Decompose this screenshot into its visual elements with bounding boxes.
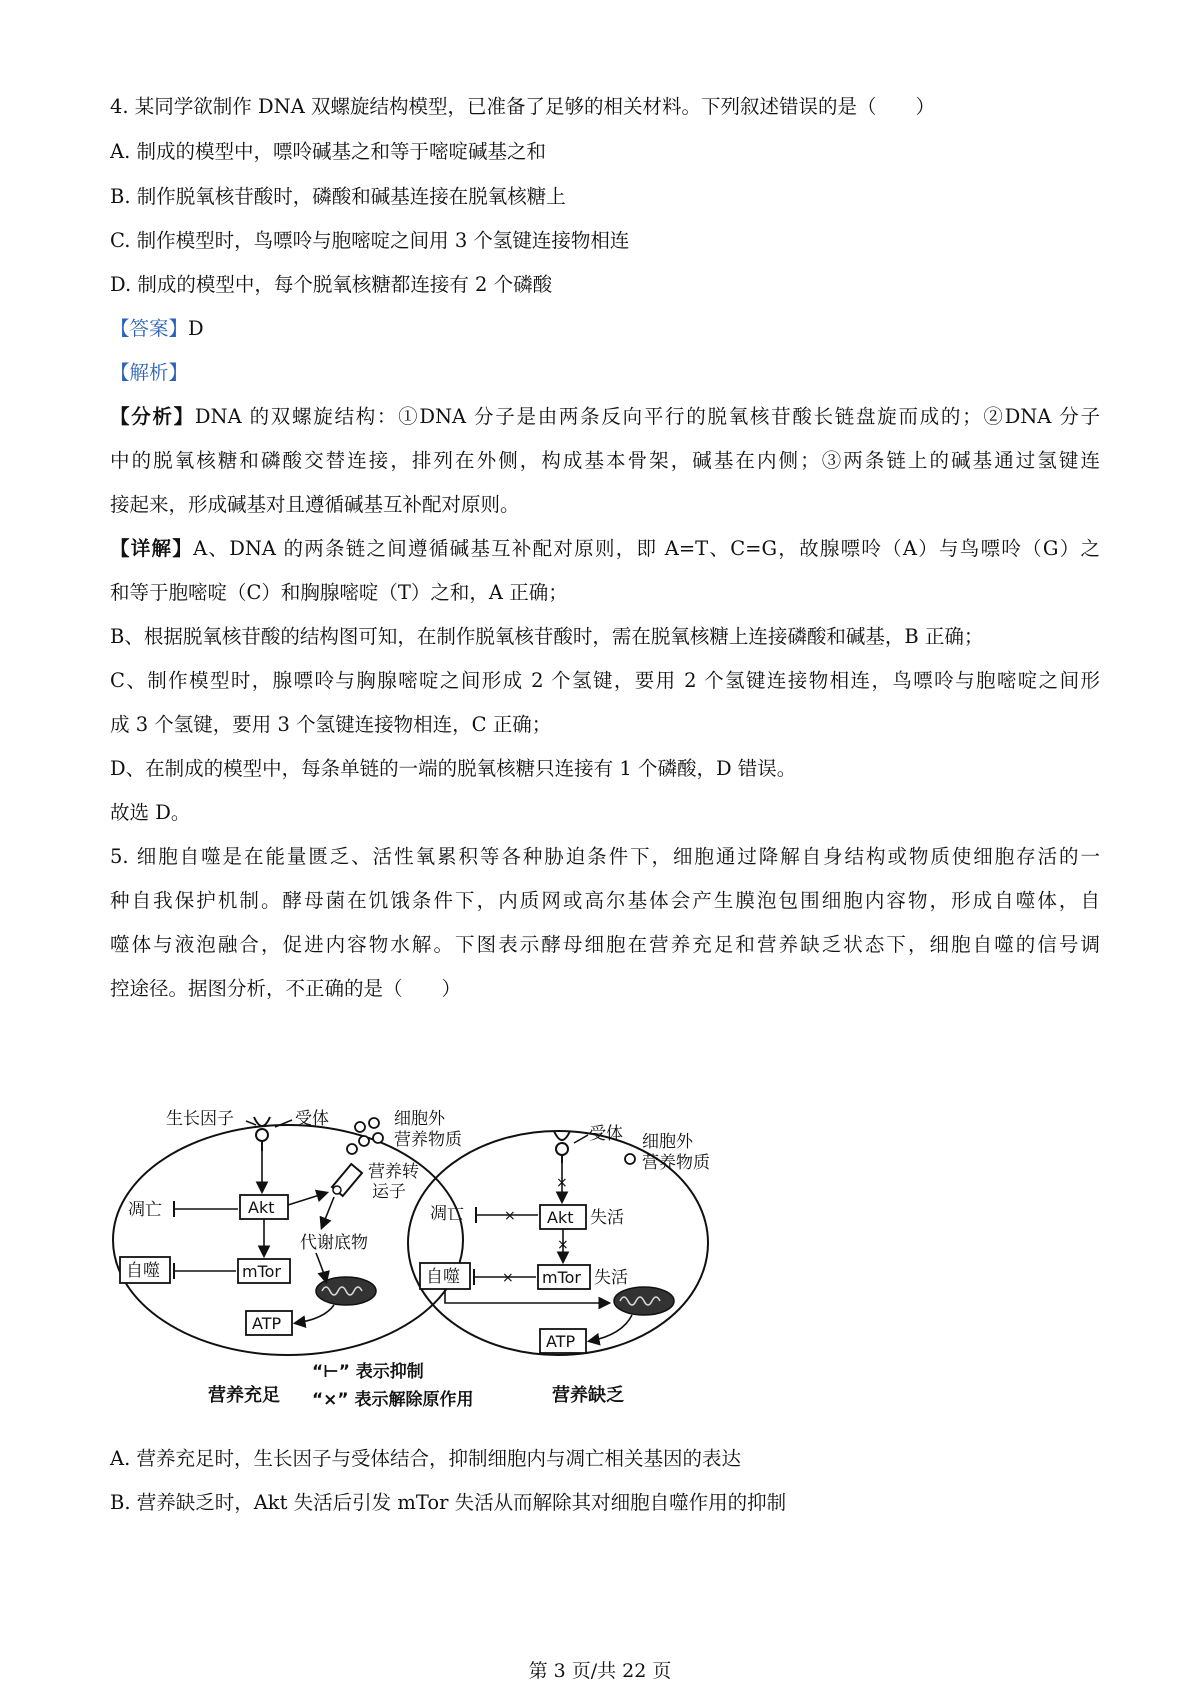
ext-nutrient-right-2: 营养物质 bbox=[642, 1153, 710, 1173]
fenxi-label: 【分析】 bbox=[110, 405, 195, 428]
xiangjie-label: 【详解】 bbox=[110, 537, 194, 560]
xiangjie-line-3: B、根据脱氧核苷酸的结构图可知，在制作脱氧核苷酸时，需在脱氧核糖上连接磷酸和碱基，B 正确； bbox=[110, 625, 984, 648]
akt-label-left: Akt bbox=[248, 1198, 275, 1217]
q5-stem-line-3: 噬体与液泡融合，促进内容物水解。下图表示酵母细胞在营养充足和营养缺乏状态下，细胞自噬的信号调 bbox=[110, 933, 1100, 956]
receptor-right-label: 受体 bbox=[589, 1124, 623, 1144]
apoptosis-label-right: 凋亡 bbox=[430, 1204, 464, 1224]
fenxi-line-2: 中的脱氧核糖和磷酸交替连接，排列在外侧，构成基本骨架，碱基在内侧；③两条链上的碱基通过氢键连 bbox=[110, 449, 1100, 472]
page-footer: 第 3 页/共 22 页 bbox=[528, 1660, 672, 1682]
q5-stem-line-1: 5. 细胞自噬是在能量匮乏、活性氧累积等各种胁迫条件下，细胞通过降解自身结构或物质使细胞存活的一 bbox=[110, 845, 1100, 868]
nutrient-dots-left-icon bbox=[347, 1118, 383, 1154]
q5-option-a: A. 营养充足时，生长因子与受体结合，抑制细胞内与凋亡相关基因的表达 bbox=[110, 1447, 741, 1470]
receptor-left-icon bbox=[254, 1117, 270, 1151]
fenxi-line-3: 接起来，形成碱基对且遵循碱基互补配对原则。 bbox=[110, 493, 520, 516]
q4-option-b: B. 制作脱氧核苷酸时，磷酸和碱基连接在脱氧核糖上 bbox=[110, 185, 566, 208]
xiangjie-line-5: 成 3 个氢键，要用 3 个氢键连接物相连，C 正确； bbox=[110, 713, 552, 736]
apoptosis-label-left: 凋亡 bbox=[128, 1200, 162, 1220]
ext-nutrient-left-1: 细胞外 bbox=[394, 1109, 445, 1129]
autophagy-label-left: 自噬 bbox=[126, 1261, 160, 1281]
transporter-label-1: 营养转 bbox=[368, 1162, 419, 1182]
xiangjie-line-4: C、制作模型时，腺嘌呤与胸腺嘧啶之间形成 2 个氢键，要用 2 个氢键连接物相连，鸟嘌呤与胞嘧啶之间形 bbox=[110, 669, 1100, 692]
caption-left: 营养充足 bbox=[208, 1385, 280, 1406]
atp-label-left: ATP bbox=[252, 1314, 282, 1333]
release-x-1: × bbox=[556, 1175, 568, 1191]
mtor-state-right: 失活 bbox=[594, 1268, 628, 1288]
nutrient-dot-right-icon bbox=[625, 1154, 635, 1164]
autophagy-signaling-diagram bbox=[112, 1105, 802, 1427]
xiangjie-line-1 bbox=[110, 534, 1100, 564]
xiangjie-line-6: D、在制成的模型中，每条单链的一端的脱氧核糖只连接有 1 个磷酸，D 错误。 bbox=[110, 757, 797, 780]
mtor-label-left: mTor bbox=[242, 1262, 282, 1281]
growth-factor-label: 生长因子 bbox=[166, 1109, 234, 1129]
legend-release: “×” 表示解除原作用 bbox=[312, 1390, 474, 1410]
metabolite-label: 代谢底物 bbox=[300, 1233, 368, 1253]
q4-option-c: C. 制作模型时，鸟嘌呤与胞嘧啶之间用 3 个氢键连接物相连 bbox=[110, 229, 630, 252]
fenxi-text-1: DNA 的双螺旋结构：①DNA 分子是由两条反向平行的脱氧核苷酸长链盘旋而成的；②DNA 分子 bbox=[194, 405, 1100, 428]
mitochondrion-left-icon bbox=[316, 1277, 376, 1305]
answer-value: D bbox=[188, 317, 204, 340]
fenxi-line-1 bbox=[110, 402, 1100, 432]
ext-nutrient-right-1: 细胞外 bbox=[642, 1132, 693, 1152]
q5-option-b: B. 营养缺乏时，Akt 失活后引发 mTor 失活从而解除其对细胞自噬作用的抑制 bbox=[110, 1491, 787, 1514]
legend-inhibit: “⊢” 表示抑制 bbox=[312, 1362, 424, 1382]
ext-nutrient-left-2: 营养物质 bbox=[394, 1130, 462, 1150]
release-x-3: × bbox=[557, 1237, 569, 1253]
transporter-label-2: 运子 bbox=[372, 1182, 406, 1202]
q4-option-a: A. 制成的模型中，嘌呤碱基之和等于嘧啶碱基之和 bbox=[110, 140, 546, 163]
q5-stem-line-4: 控途径。据图分析，不正确的是（ ） bbox=[110, 977, 462, 1000]
autophagy-label-right: 自噬 bbox=[426, 1267, 460, 1287]
atp-label-right: ATP bbox=[546, 1332, 576, 1351]
transporter-icon bbox=[332, 1164, 362, 1196]
analysis-label: 【解析】 bbox=[110, 361, 189, 384]
q4-option-d: D. 制成的模型中，每个脱氧核糖都连接有 2 个磷酸 bbox=[110, 273, 553, 296]
akt-state-right: 失活 bbox=[590, 1208, 624, 1228]
release-x-4: × bbox=[502, 1270, 514, 1286]
caption-right: 营养缺乏 bbox=[552, 1385, 624, 1406]
mtor-label-right: mTor bbox=[542, 1268, 582, 1287]
q4-stem: 4. 某同学欲制作 DNA 双螺旋结构模型，已准备了足够的相关材料。下列叙述错误的是（ ） bbox=[110, 95, 935, 118]
release-x-2: × bbox=[504, 1208, 516, 1224]
xiangjie-line-2: 和等于胞嘧啶（C）和胸腺嘧啶（T）之和，A 正确； bbox=[110, 581, 568, 604]
xiangjie-text-1: A、DNA 的两条链之间遵循碱基互补配对原则，即 A=T、C=G，故腺嘌呤（A）与鸟嘌呤（G）之 bbox=[193, 537, 1100, 560]
mitochondrion-right-icon bbox=[614, 1287, 674, 1315]
receptor-right-icon bbox=[554, 1131, 570, 1163]
akt-label-right: Akt bbox=[547, 1208, 574, 1227]
answer-line bbox=[110, 314, 204, 344]
answer-label: 【答案】 bbox=[110, 317, 189, 340]
xiangjie-line-7: 故选 D。 bbox=[110, 801, 191, 824]
receptor-left-label: 受体 bbox=[295, 1109, 329, 1129]
q5-stem-line-2: 种自我保护机制。酵母菌在饥饿条件下，内质网或高尔基体会产生膜泡包围细胞内容物，形成自噬体，自 bbox=[110, 889, 1100, 912]
